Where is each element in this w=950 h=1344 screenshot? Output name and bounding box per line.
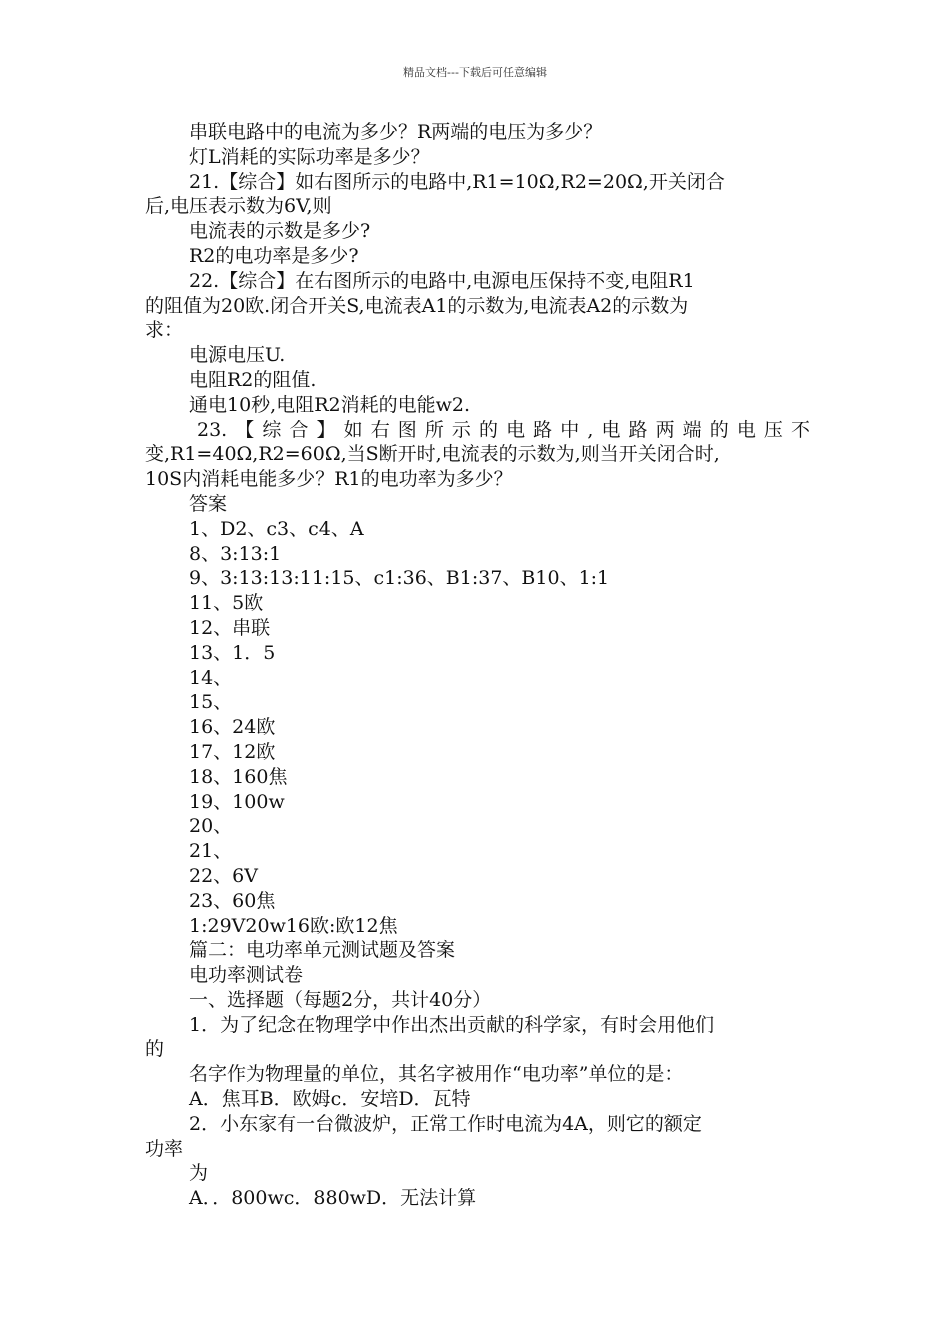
- page-header: 精品文档---下载后可任意编辑: [403, 66, 547, 79]
- text-line: 16、24欧: [189, 716, 276, 739]
- text-line: 答案: [189, 492, 228, 515]
- text-line: 17、12欧: [189, 740, 276, 763]
- text-line: 1．为了纪念在物理学中作出杰出贡献的科学家，有时会用他们: [189, 1013, 715, 1036]
- text-line: 20、: [189, 815, 233, 838]
- text-line: 1:29V20w16欧:欧12焦: [189, 914, 398, 937]
- text-line: 电流表的示数是多少?: [189, 220, 371, 243]
- text-line: 8、3:13:1: [189, 542, 282, 565]
- text-line: 名字作为物理量的单位，其名字被用作“电功率”单位的是：: [189, 1063, 684, 1086]
- text-line: 14、: [189, 666, 233, 689]
- document-body: [145, 120, 810, 1211]
- text-line: 功率: [145, 1137, 184, 1160]
- text-line: A．焦耳B．欧姆c．安培D．瓦特: [189, 1088, 471, 1111]
- text-line: 篇二：电功率单元测试题及答案: [189, 939, 456, 962]
- text-line: 电功率测试卷: [189, 964, 304, 987]
- text-line: 12、串联: [189, 616, 271, 639]
- text-line: 灯L消耗的实际功率是多少？: [189, 145, 430, 168]
- text-line: 的阻值为20欧.闭合开关S,电流表A1的示数为,电流表A2的示数为: [145, 294, 689, 317]
- text-line: 23.【综合】如右图所示的电路中,电路两端的电压不: [197, 418, 810, 441]
- text-line: 一、选择题（每题2分，共计40分）: [189, 988, 492, 1011]
- text-line: 电源电压U.: [189, 344, 286, 367]
- text-line: 23、60焦: [189, 889, 276, 912]
- text-line: 22.【综合】在右图所示的电路中,电源电压保持不变,电阻R1: [189, 269, 695, 292]
- text-line: 2．小东家有一台微波炉，正常工作时电流为4A，则它的额定: [189, 1112, 702, 1135]
- text-line: 通电10秒,电阻R2消耗的电能w2.: [189, 393, 471, 416]
- text-line: 电阻R2的阻值.: [189, 368, 317, 391]
- text-line: 1、D2、c3、c4、A: [189, 517, 364, 540]
- text-line: 22、6V: [189, 864, 258, 887]
- text-line: 19、100w: [189, 790, 285, 813]
- text-line: 的: [145, 1038, 165, 1061]
- text-line: 21、: [189, 840, 233, 863]
- text-line: 18、160焦: [189, 765, 288, 788]
- text-line: 串联电路中的电流为多少？R两端的电压为多少？: [189, 121, 603, 143]
- text-line: 变,R1=40Ω,R2=60Ω,当S断开时,电流表的示数为,则当开关闭合时,: [145, 443, 720, 466]
- text-line: A．．800wc．880wD．无法计算: [189, 1187, 477, 1210]
- text-line: 21.【综合】如右图所示的电路中,R1=10Ω,R2=20Ω,开关闭合: [189, 170, 725, 193]
- text-line: 为: [189, 1162, 209, 1185]
- text-line: 11、5欧: [189, 592, 264, 615]
- text-line: 9、3:13:13:11:15、c1:36、B1:37、B10、1:1: [189, 567, 610, 590]
- text-line: 求：: [145, 319, 184, 342]
- text-line: 后,电压表示数为6V,则: [145, 195, 332, 218]
- text-line: 13、1．5: [189, 641, 276, 664]
- text-line: 10S内消耗电能多少？R1的电功率为多少？: [145, 468, 513, 491]
- text-line: R2的电功率是多少?: [189, 244, 359, 267]
- text-line: 15、: [189, 691, 233, 714]
